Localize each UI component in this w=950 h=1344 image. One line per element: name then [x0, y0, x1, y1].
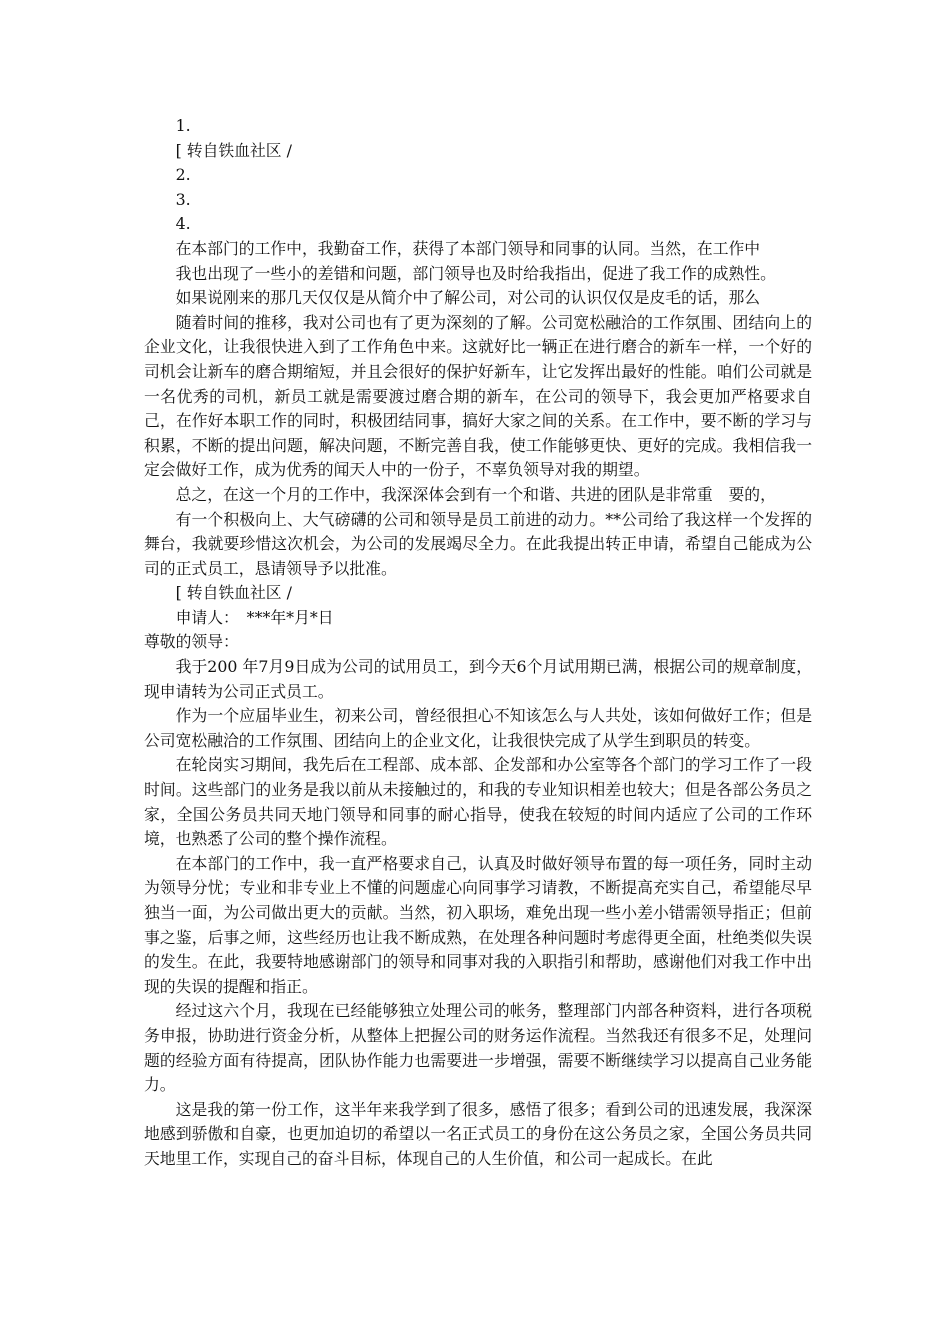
- source-note: [ 转自铁血社区 /: [175, 140, 292, 160]
- list-number-1: 1.: [175, 116, 191, 135]
- paragraph: 随着时间的推移，我对公司也有了更为深刻的了解。公司宽松融洽的工作氛围、团结向上的企业文化，让我很快进入到了工作角色中来。这就好比一辆正在进行磨合的新车一样，一个好的司机会让新车的磨合期缩短，并且会很好的保护好新车，让它发挥出最好的性能。咱们公司就是一名优秀的司机，新员工就是需要渡过磨合期的新车，在公司的领导下，我会更加严格要求自己，在作好本职工作的同时，积极团结同事，搞好大家之间的关系。在工作中，要不断的学习与积累，不断的提出问题，解决问题，不断完善自我，使工作能够更快、更好的完成。我相信我一定会做好工作，成为优秀的闻天人中的一份子，不辜负领导对我的期望。: [144, 312, 812, 480]
- list-number-4: 4.: [175, 214, 191, 234]
- list-number-2: 2.: [175, 165, 191, 185]
- letter-paragraph: 这是我的第一份工作，这半年来我学到了很多，感悟了很多；看到公司的迅速发展，我深深地感到骄傲和自豪，也更加迫切的希望以一名正式员工的身份在这公务员之家，全国公务员共同天地里工作，实现自己的奋斗目标，体现自己的人生价值，和公司一起成长。在此: [144, 1099, 812, 1168]
- letter-paragraph: 我于200 年7月9日成为公司的试用员工，到今天6个月试用期已满，根据公司的规章制度，现申请转为公司正式员工。: [144, 657, 812, 701]
- document-body: [144, 114, 812, 1172]
- paragraph: 有一个积极向上、大气磅礴的公司和领导是员工前进的动力。**公司给了我这样一个发挥的舞台，我就要珍惜这次机会，为公司的发展竭尽全力。在此我提出转正申请，希望自己能成为公司的正式员工，恳请领导予以批准。: [144, 509, 812, 578]
- source-note: [ 转自铁血社区 /: [175, 583, 292, 603]
- letter-paragraph: 在本部门的工作中，我一直严格要求自己，认真及时做好领导布置的每一项任务，同时主动为领导分忧；专业和非专业上不懂的问题虚心向同事学习请教，不断提高充实自己，希望能尽早独当一面，为公司做出更大的贡献。当然，初入职场，难免出现一些小差小错需领导指正；但前事之鉴，后事之师，这些经历也让我不断成熟，在处理各种问题时考虑得更全面，杜绝类似失误的发生。在此，我要特地感谢部门的领导和同事对我的入职指引和帮助，感谢他们对我工作中出现的失误的提醒和指正。: [144, 853, 812, 996]
- paragraph-line: 总之，在这一个月的工作中，我深深体会到有一个和谐、共进的团队是非常重 要的，: [175, 484, 776, 504]
- paragraph-line: 我也出现了一些小的差错和问题，部门领导也及时给我指出，促进了我工作的成熟性。: [175, 263, 776, 283]
- letter-paragraph: 作为一个应届毕业生，初来公司，曾经很担心不知该怎么与人共处，该如何做好工作；但是公司宽松融洽的工作氛围、团结向上的企业文化，让我很快完成了从学生到职员的转变。: [144, 706, 812, 750]
- paragraph-line: 如果说刚来的那几天仅仅是从简介中了解公司，对公司的认识仅仅是皮毛的话，那么: [175, 288, 761, 308]
- salutation: 尊敬的领导：: [144, 632, 239, 652]
- letter-paragraph: 经过这六个月，我现在已经能够独立处理公司的帐务，整理部门内部各种资料，进行各项税务申报，协助进行资金分析，从整体上把握公司的财务运作流程。当然我还有很多不足，处理问题的经验方面有待提高，团队协作能力也需要进一步增强，需要不断继续学习以提高自己业务能力。: [144, 1001, 812, 1095]
- list-number-3: 3.: [175, 189, 191, 209]
- letter-paragraph: 在轮岗实习期间，我先后在工程部、成本部、企发部和办公室等各个部门的学习工作了一段时间。这些部门的业务是我以前从未接触过的，和我的专业知识相差也较大；但是各部公务员之家，全国公务员共同天地门领导和同事的耐心指导，使我在较短的时间内适应了公司的工作环境，也熟悉了公司的整个操作流程。: [144, 755, 812, 849]
- paragraph-line: 在本部门的工作中，我勤奋工作，获得了本部门领导和同事的认同。当然，在工作中: [175, 238, 761, 258]
- applicant-line: 申请人： ***年*月*日: [175, 607, 334, 627]
